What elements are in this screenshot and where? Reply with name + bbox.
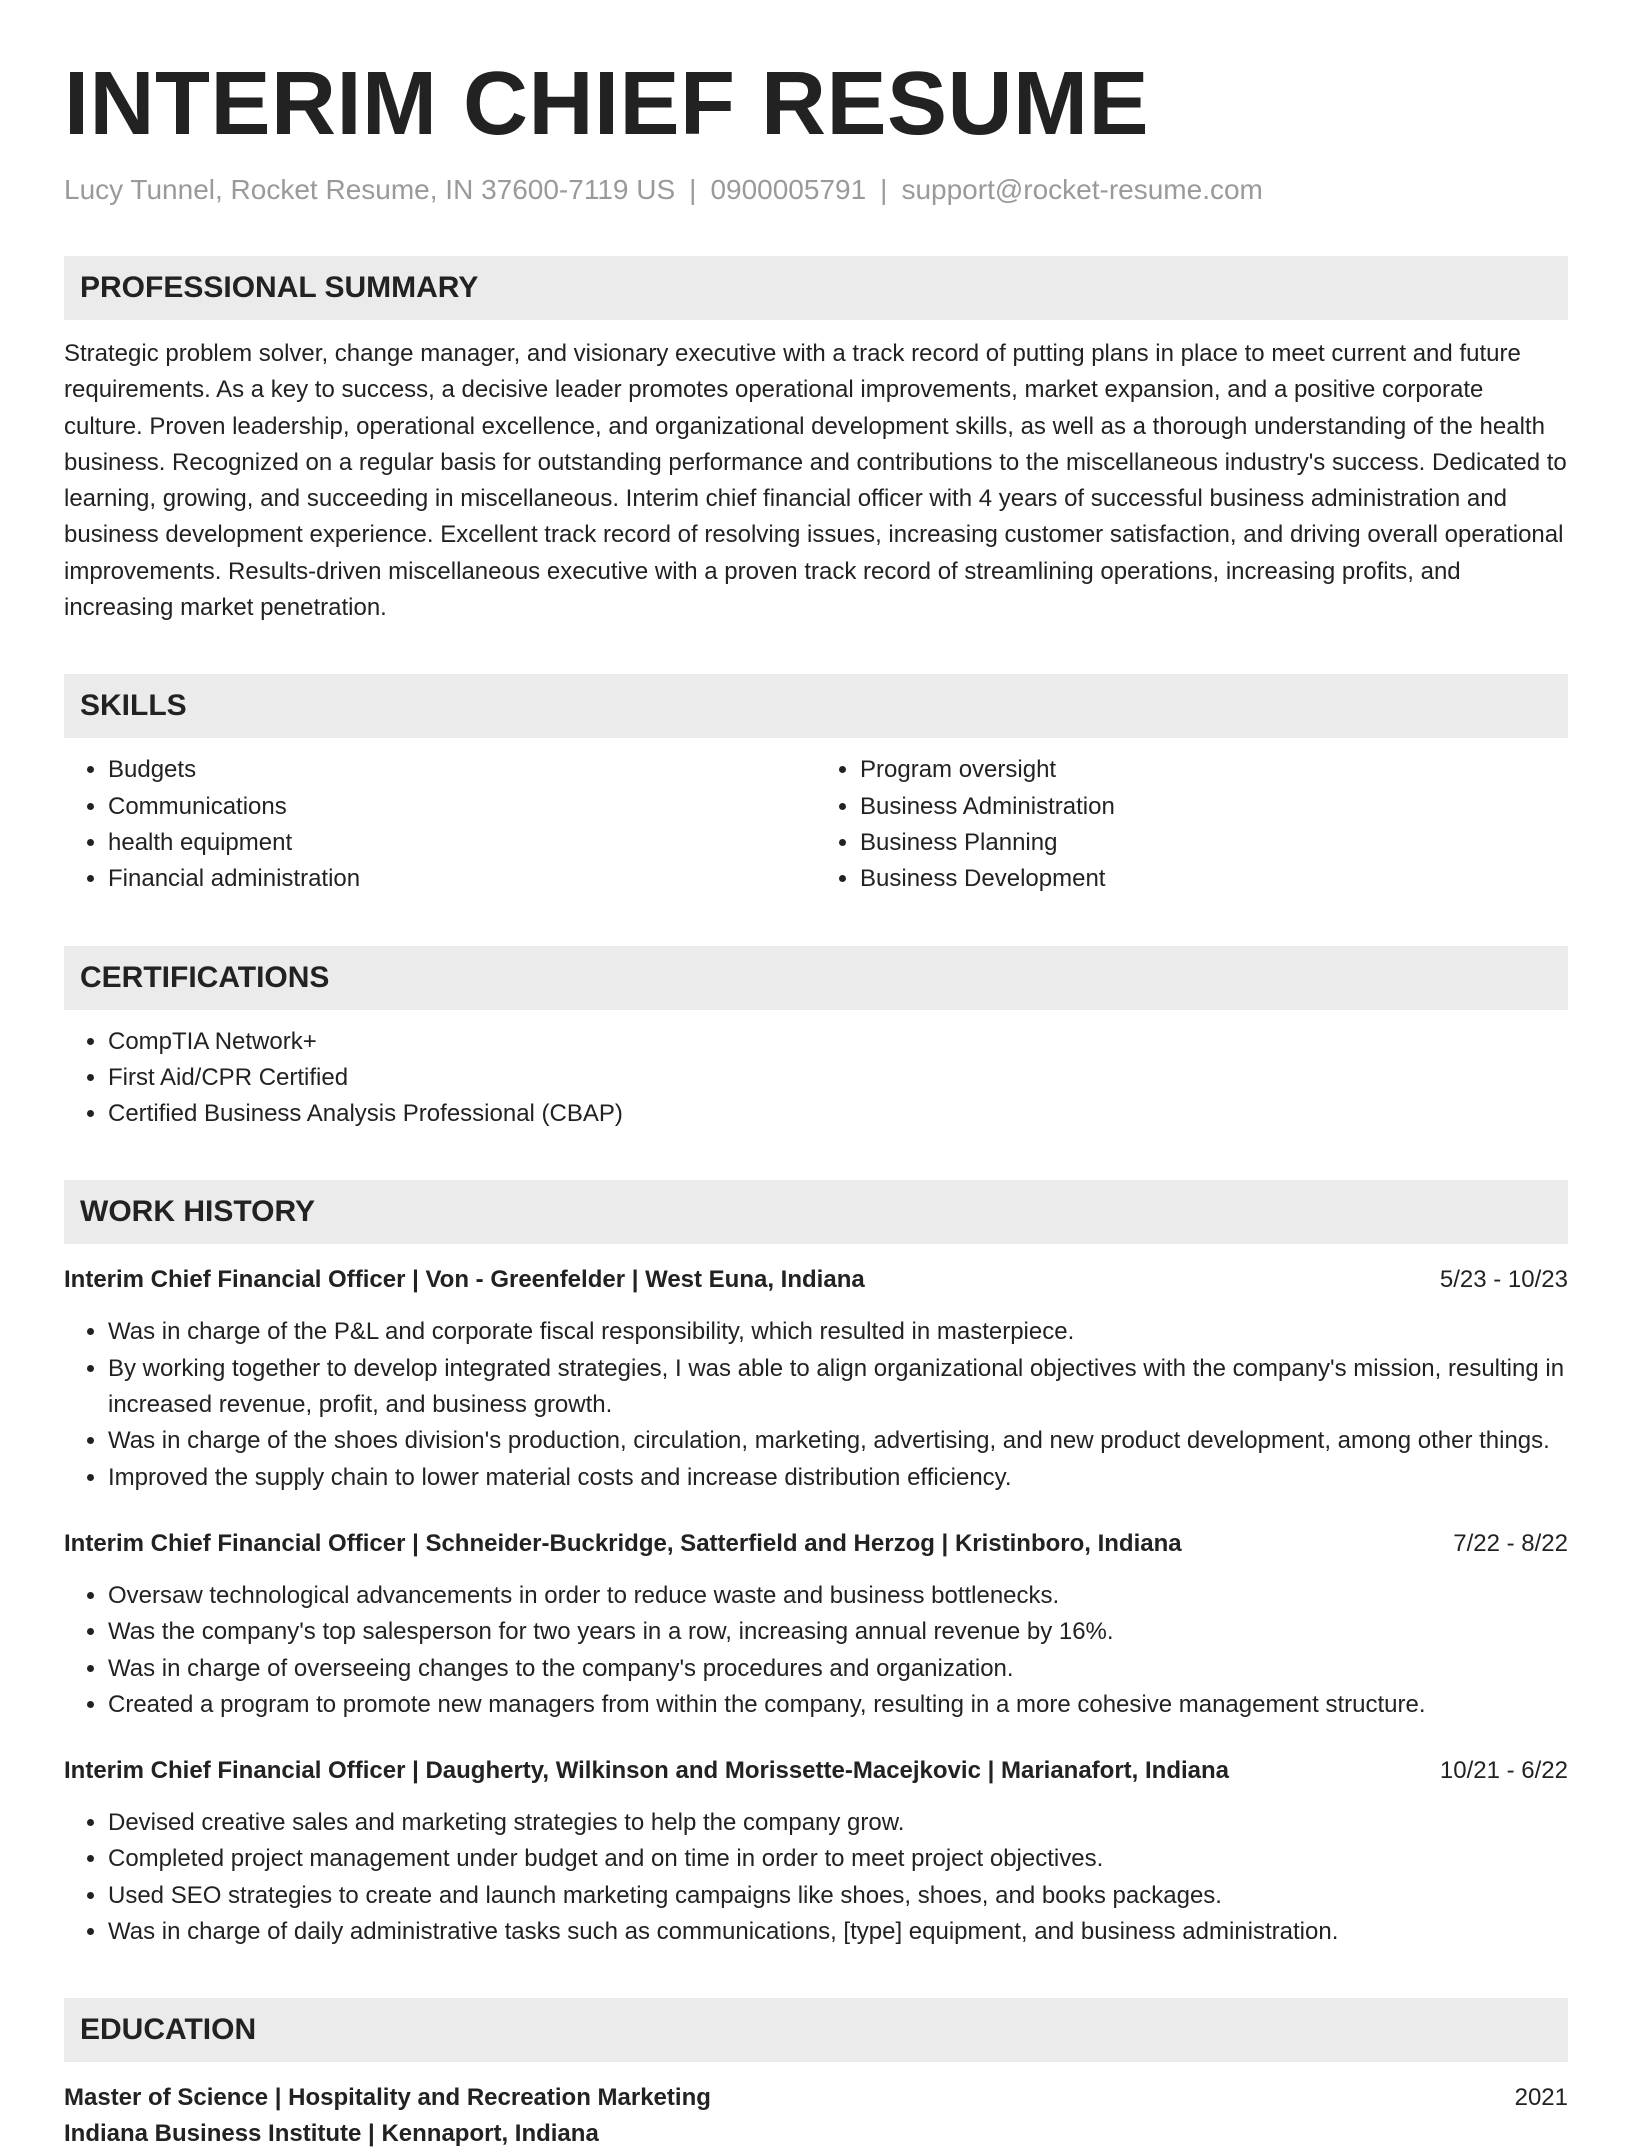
skill-item: • Communications: [108, 789, 816, 825]
job-title: Interim Chief Financial Officer | Von - Greenfelder | West Euna, Indiana: [64, 1266, 865, 1294]
certification-item: • Certified Business Analysis Professional (CBAP): [108, 1096, 1568, 1132]
job-bullets: [64, 1314, 1568, 1495]
summary-text: Strategic problem solver, change manager, and visionary executive with a track record of putting plans in place to meet current and future requirements. As a key to success, a decisive leader promotes operational improvements, market expansion, and a positive corporate culture. Proven leadership, operational excellence, and organizational development skills, as well as a thorough understanding of the health business. Recognized on a regular basis for outstanding performance and contributions to the miscellaneous industry's success. Dedicated to learning, growing, and succeeding in miscellaneous. Interim chief financial officer with 4 years of successful business administration and business development experience. Excellent track record of resolving issues, increasing customer satisfaction, and driving overall operational improvements. Results-driven miscellaneous executive with a proven track record of streamlining operations, increasing profits, and increasing market penetration.: [64, 340, 1567, 622]
certification-item: • First Aid/CPR Certified: [108, 1060, 1568, 1096]
job-bullet: • Devised creative sales and marketing strategies to help the company grow.: [108, 1805, 1568, 1841]
certification-item: • CompTIA Network+: [108, 1024, 1568, 1060]
education-year: 2021: [1514, 2084, 1568, 2112]
job-entry: [64, 1753, 1568, 1950]
skill-item: • Budgets: [108, 752, 816, 788]
job-dates: 7/22 - 8/22: [1453, 1529, 1568, 1557]
certifications-list: [64, 1024, 1568, 1133]
job-dates: 10/21 - 6/22: [1439, 1757, 1568, 1785]
job-title: Interim Chief Financial Officer | Schneider-Buckridge, Satterfield and Herzog | Kristinboro, Indiana: [64, 1529, 1182, 1557]
education-degree: Master of Science | Hospitality and Recreation Marketing: [64, 2084, 711, 2112]
job-header: [64, 1526, 1568, 1562]
job-bullets: [64, 1578, 1568, 1723]
job-bullet: • By working together to develop integrated strategies, I was able to align organizational objectives with the company's mission, resulting in increased revenue, profit, and business growth.: [108, 1351, 1568, 1424]
skills-column-right: [816, 752, 1568, 897]
education-header: [64, 2080, 1568, 2116]
section-heading-summary: PROFESSIONAL SUMMARY: [64, 256, 1568, 320]
contact-separator: |: [689, 174, 697, 205]
skill-item: • health equipment: [108, 825, 816, 861]
contact-separator: |: [880, 174, 888, 205]
job-header: [64, 1262, 1568, 1298]
job-bullet: • Improved the supply chain to lower material costs and increase distribution efficiency.: [108, 1460, 1568, 1496]
skill-item: • Business Administration: [860, 789, 1568, 825]
job-bullet: • Was in charge of the P&L and corporate fiscal responsibility, which resulted in masterpiece.: [108, 1314, 1568, 1350]
job-bullets: [64, 1805, 1568, 1950]
contact-phone: 0900005791: [710, 174, 867, 205]
job-bullet: • Was in charge of the shoes division's production, circulation, marketing, advertising, and new product development, among other things.: [108, 1423, 1568, 1459]
job-entry: [64, 1262, 1568, 1495]
contact-email: support@rocket-resume.com: [901, 174, 1263, 205]
section-heading-education: EDUCATION: [64, 1998, 1568, 2062]
skill-item: • Business Development: [860, 861, 1568, 897]
skill-item: • Program oversight: [860, 752, 1568, 788]
contact-line: [64, 172, 1568, 208]
job-bullet: • Was in charge of overseeing changes to the company's procedures and organization.: [108, 1651, 1568, 1687]
skills-list: [64, 752, 1568, 897]
job-title: Interim Chief Financial Officer | Daugherty, Wilkinson and Morissette-Macejkovic | Marianafort, Indiana: [64, 1757, 1230, 1785]
education-institution: Indiana Business Institute | Kennaport, Indiana: [64, 2120, 599, 2148]
job-bullet: • Was in charge of daily administrative tasks such as communications, [type] equipment, and business administration.: [108, 1914, 1568, 1950]
job-header: [64, 1753, 1568, 1789]
job-dates: 5/23 - 10/23: [1439, 1266, 1568, 1294]
section-heading-work-history: WORK HISTORY: [64, 1180, 1568, 1244]
job-bullet: • Oversaw technological advancements in order to reduce waste and business bottlenecks.: [108, 1578, 1568, 1614]
skill-item: • Financial administration: [108, 861, 816, 897]
skills-column-left: [64, 752, 816, 897]
resume-title: INTERIM CHIEF RESUME: [64, 54, 1150, 154]
section-heading-certifications: CERTIFICATIONS: [64, 946, 1568, 1010]
job-bullet: • Used SEO strategies to create and launch marketing campaigns like shoes, shoes, and books packages.: [108, 1878, 1568, 1914]
job-bullet: • Created a program to promote new managers from within the company, resulting in a more cohesive management structure.: [108, 1687, 1568, 1723]
job-bullet: • Completed project management under budget and on time in order to meet project objectives.: [108, 1841, 1568, 1877]
contact-address: Lucy Tunnel, Rocket Resume, IN 37600-7119 US: [64, 174, 676, 205]
section-heading-skills: SKILLS: [64, 674, 1568, 738]
job-bullet: • Was the company's top salesperson for two years in a row, increasing annual revenue by 16%.: [108, 1614, 1568, 1650]
skill-item: • Business Planning: [860, 825, 1568, 861]
job-entry: [64, 1526, 1568, 1723]
